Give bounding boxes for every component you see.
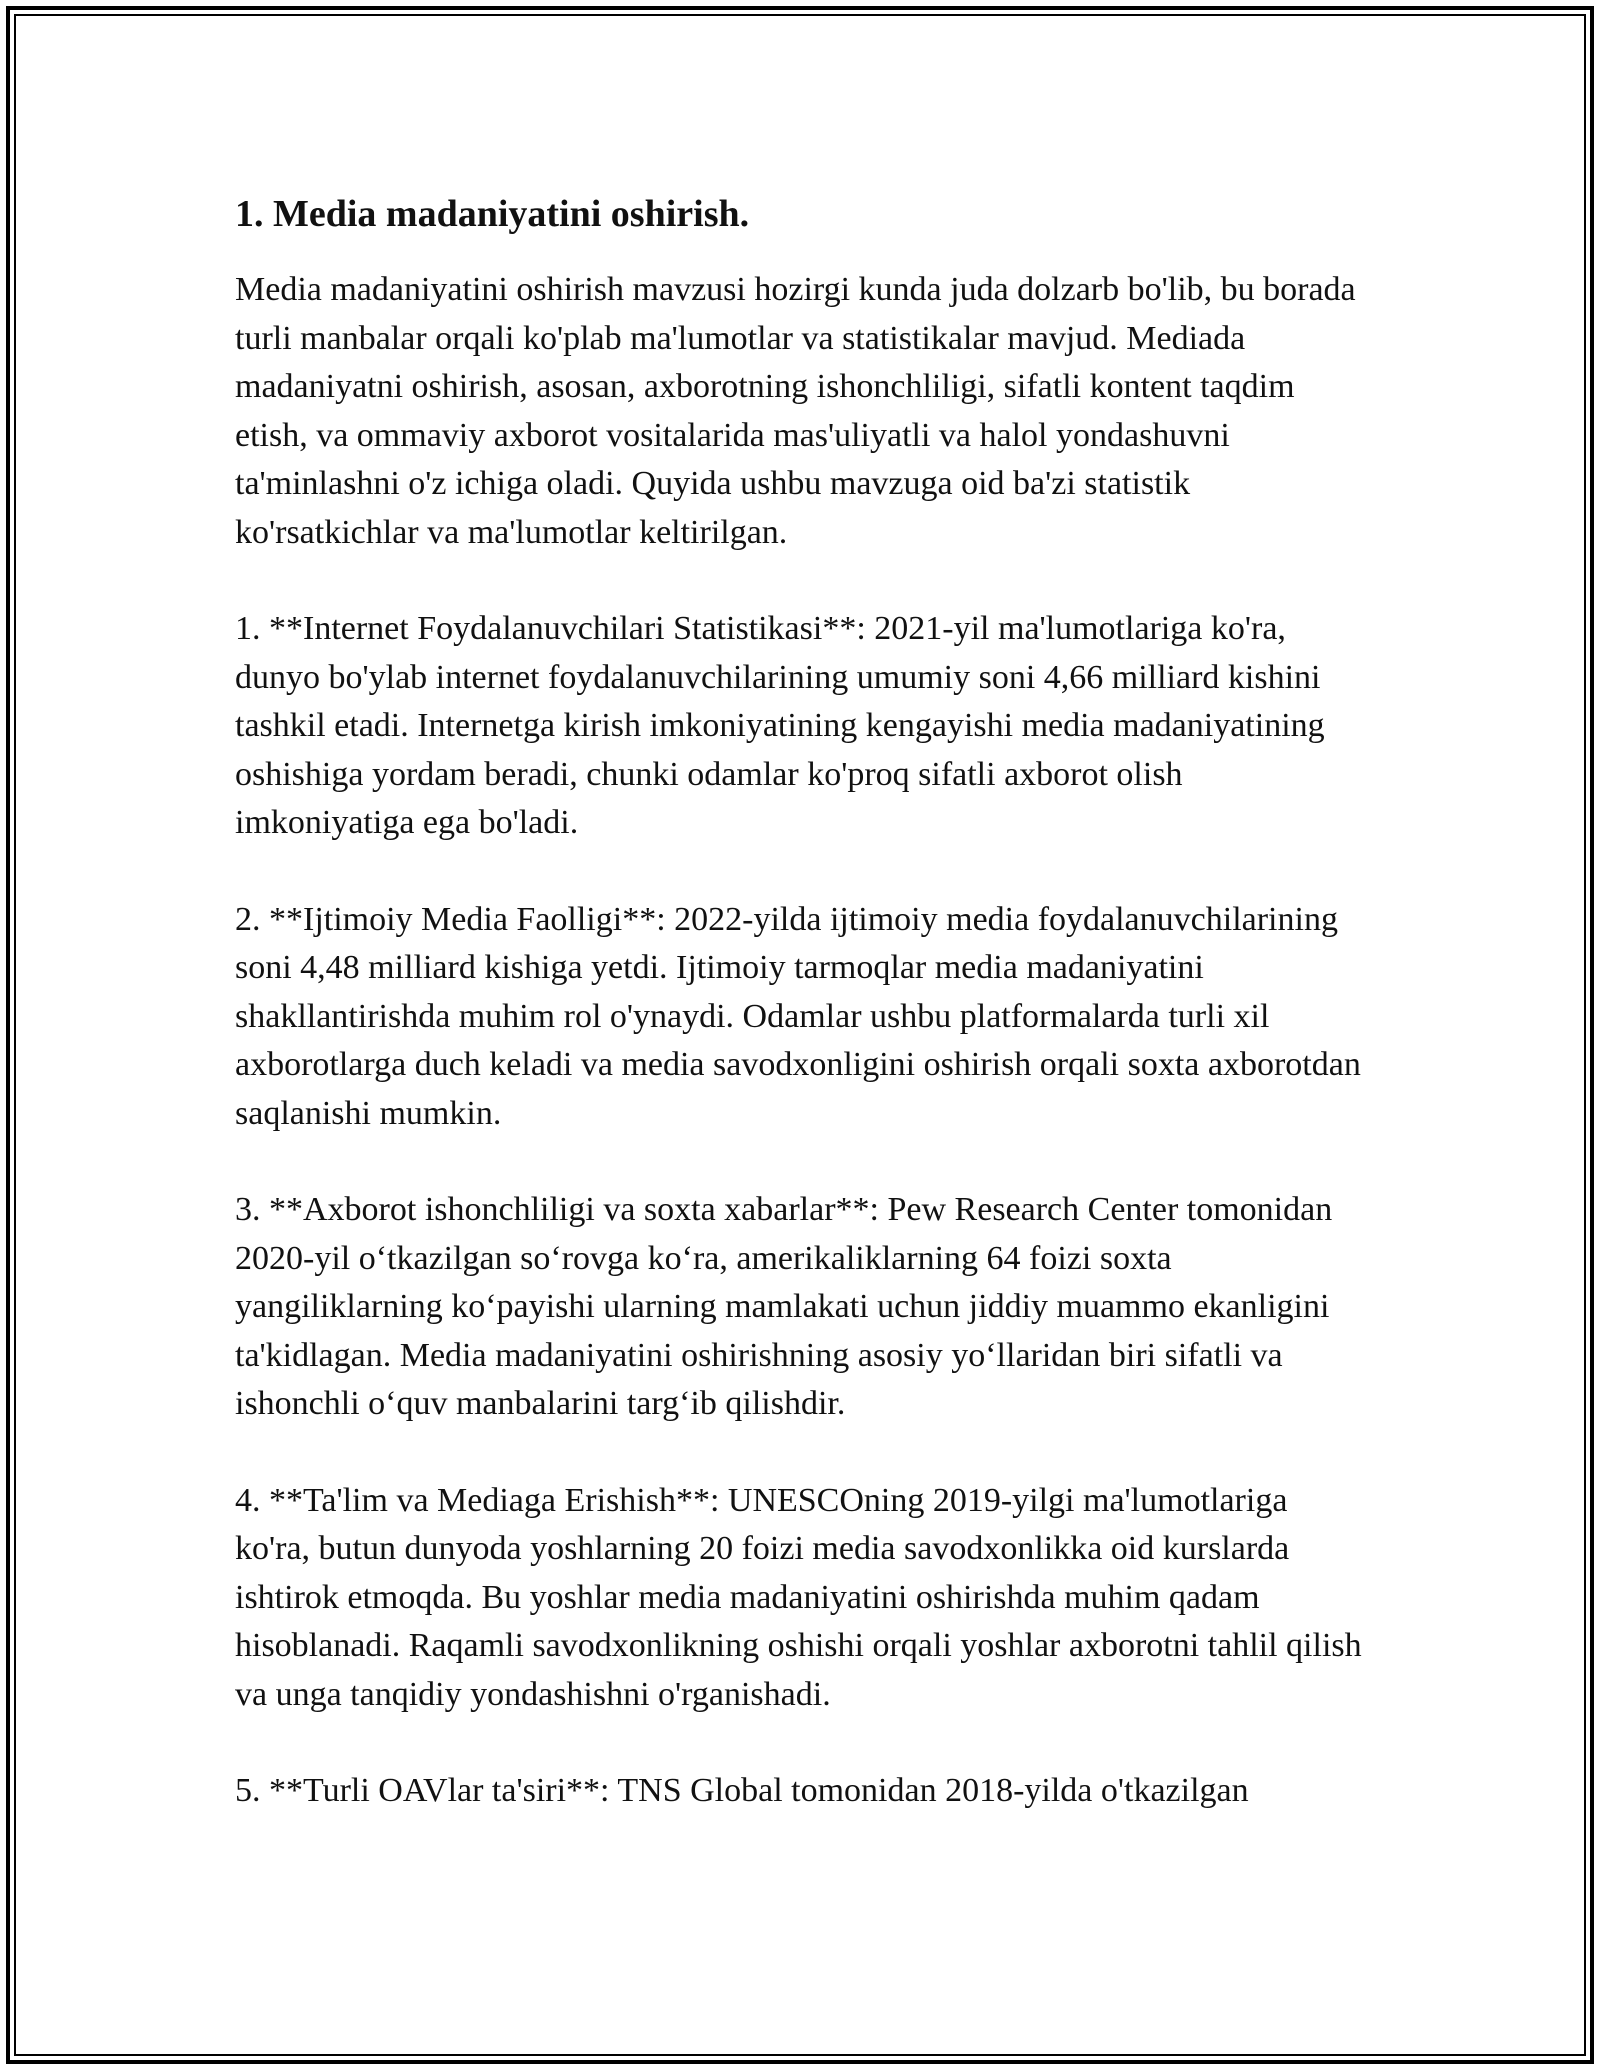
item-paragraph-1: 1. **Internet Foydalanuvchilari Statistikasi**: 2021-yil ma'lumotlariga ko'ra, dunyo bo'ylab internet foydalanuvchilarining umumiy soni 4,66 milliard kishini tashkil etadi. Internetga kirish imkoniyatining kengayishi media madaniyatining oshishiga yordam beradi, chunki odamlar ko'proq sifatli axborot olish imkoniyatiga ega bo'ladi. bbox=[235, 610, 1325, 841]
item-paragraph-5: 5. **Turli OAVlar ta'siri**: TNS Global tomonidan 2018-yilda o'tkazilgan bbox=[235, 1772, 1249, 1809]
item-paragraph-3: 3. **Axborot ishonchliligi va soxta xabarlar**: Pew Research Center tomonidan 2020-yil o‘tkazilgan so‘rovga ko‘ra, amerikaliklarning 64 foizi soxta yangiliklarning ko‘payishi ularning mamlakati uchun jiddiy muammo ekanligini ta'kidlagan. Media madaniyatini oshirishning asosiy yo‘llaridan biri sifatli va ishonchli o‘quv manbalarini targ‘ib qilishdir. bbox=[235, 1191, 1333, 1422]
item-paragraph-2: 2. **Ijtimoiy Media Faolligi**: 2022-yilda ijtimoiy media foydalanuvchilarining soni 4,48 milliard kishiga yetdi. Ijtimoiy tarmoqlar media madaniyatini shakllantirishda muhim rol o'ynaydi. Odamlar ushbu platformalarda turli xil axborotlarga duch keladi va media savodxonligini oshirish orqali soxta axborotdan saqlanishi mumkin. bbox=[235, 900, 1361, 1132]
document-body bbox=[235, 188, 1365, 1864]
intro-paragraph: Media madaniyatini oshirish mavzusi hozirgi kunda juda dolzarb bo'lib, bu borada turli manbalar orqali ko'plab ma'lumotlar va statistikalar mavjud. Mediada madaniyatni oshirish, asosan, axborotning ishonchliligi, sifatli kontent taqdim etish, va ommaviy axborot vositalarida mas'uliyatli va halol yondashuvni ta'minlashni o'z ichiga oladi. Quyida ushbu mavzuga oid ba'zi statistik ko'rsatkichlar va ma'lumotlar keltirilgan. bbox=[235, 271, 1356, 551]
document-heading: 1. Media madaniyatini oshirish. bbox=[235, 193, 750, 235]
item-paragraph-4: 4. **Ta'lim va Mediaga Erishish**: UNESCOning 2019-yilgi ma'lumotlariga ko'ra, butun dunyoda yoshlarning 20 foizi media savodxonlikka oid kurslarda ishtirok etmoqda. Bu yoshlar media madaniyatini oshirishda muhim qadam hisoblanadi. Raqamli savodxonlikning oshishi orqali yoshlar axborotni tahlil qilish va unga tanqidiy yondashishni o'rganishadi. bbox=[235, 1481, 1362, 1713]
